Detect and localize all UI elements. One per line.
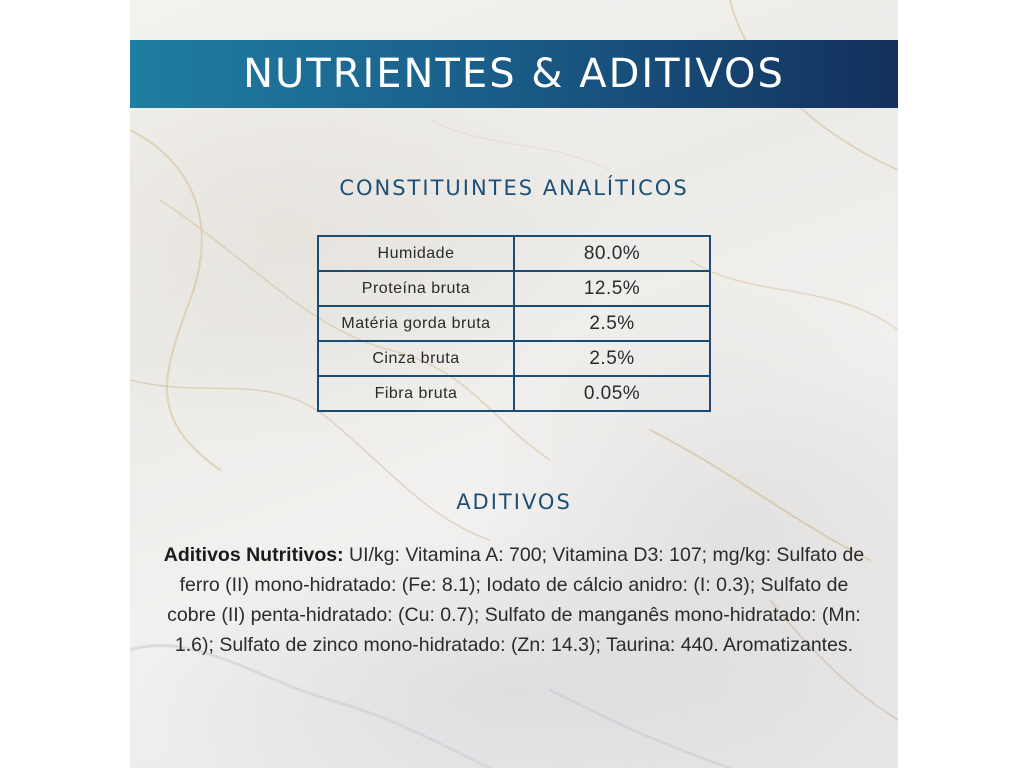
row-label: Humidade	[318, 236, 514, 271]
table-row	[318, 306, 710, 341]
title-banner	[130, 40, 898, 108]
row-value: 0.05%	[514, 376, 710, 411]
analytics-table	[317, 235, 711, 412]
page-title: NUTRIENTES & ADITIVOS	[243, 51, 785, 97]
row-label: Proteína bruta	[318, 271, 514, 306]
table-row	[318, 236, 710, 271]
table-row	[318, 271, 710, 306]
additives-paragraph	[160, 540, 868, 660]
row-label: Fibra bruta	[318, 376, 514, 411]
row-value: 2.5%	[514, 306, 710, 341]
marble-background-panel	[130, 0, 898, 768]
additives-heading: ADITIVOS	[456, 490, 572, 514]
analytics-heading: CONSTITUINTES ANALÍTICOS	[339, 176, 689, 200]
row-value: 80.0%	[514, 236, 710, 271]
row-label: Cinza bruta	[318, 341, 514, 376]
row-value: 2.5%	[514, 341, 710, 376]
row-label: Matéria gorda bruta	[318, 306, 514, 341]
additives-text: UI/kg: Vitamina A: 700; Vitamina D3: 107; mg/kg: Sulfato de ferro (II) mono-hidratado: (Fe: 8.1); Iodato de cálcio anidro: (I: 0.3); Sulfato de cobre (II) penta-hidratado: (Cu: 0.7); Sulfato de manganês mono-hidratado: (Mn: 1.6); Sulfato de zinco mono-hidratado: (Zn: 14.3); Taurina: 440. Aromatizantes.	[167, 544, 865, 656]
table-row	[318, 376, 710, 411]
additives-lead: Aditivos Nutritivos:	[163, 544, 344, 566]
row-value: 12.5%	[514, 271, 710, 306]
table-row	[318, 341, 710, 376]
